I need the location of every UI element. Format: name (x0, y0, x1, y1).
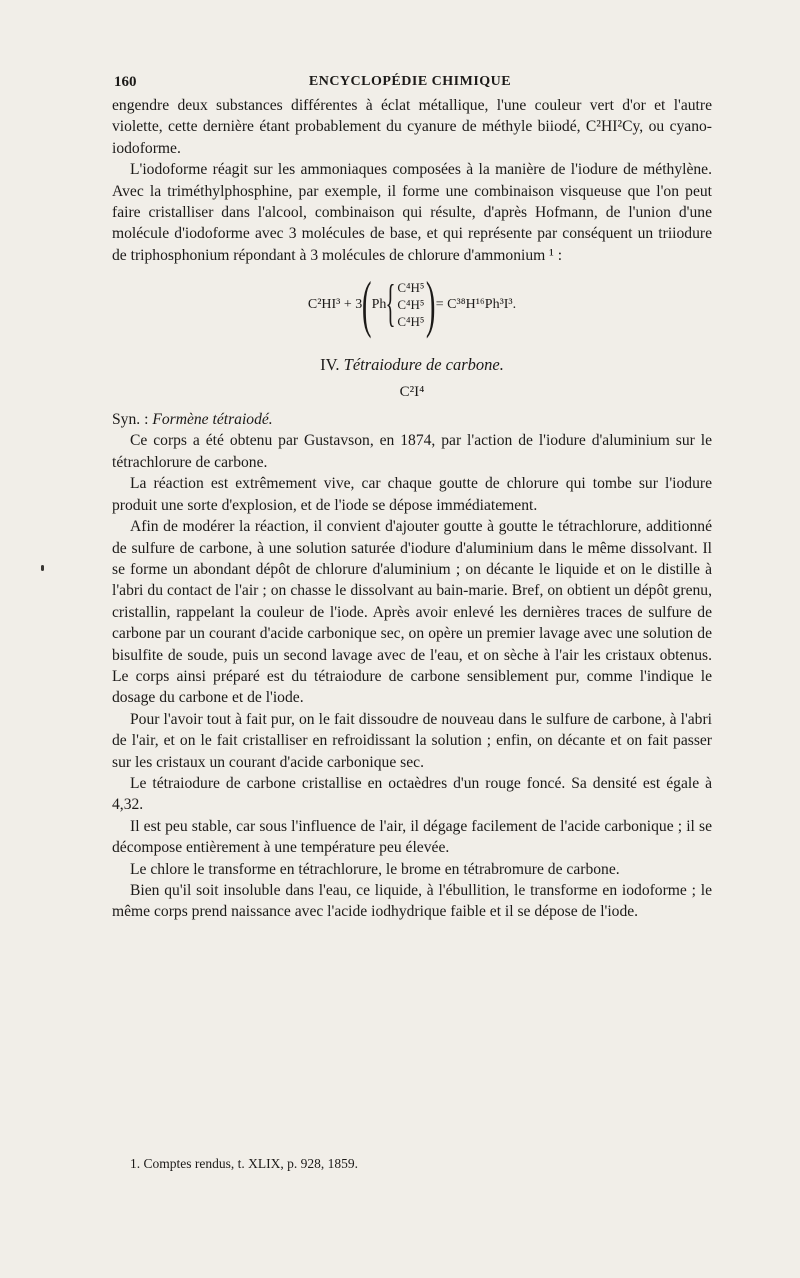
paragraph: Il est peu stable, car sous l'influence de l'air, il dégage facilement de l'acide carbonique ; il se décompose entièrement à une température peu élevée. (112, 817, 712, 857)
formula-ph: Ph (371, 296, 387, 312)
section-number: IV. (320, 355, 340, 375)
left-brace: { (385, 275, 396, 333)
reaction-formula (112, 268, 712, 340)
stack-item: C⁴H⁵ (397, 313, 425, 329)
section-title (112, 354, 712, 375)
paragraph: La réaction est extrêmement vive, car chaque goutte de chlorure qui tombe sur l'iodure produit une sorte d'explosion, et de l'iode se dépose immédiatement. (112, 475, 712, 514)
paragraph: L'iodoforme réagit sur les ammoniaques composées à la manière de l'iodure de méthylène. Avec la triméthylphosphine, par exemple, il forme une combinaison visqueuse que l'on peut faire cristalliser dans l'alcool, combinaison qui résulte, d'après Hofmann, de l'union d'une molécule d'iodoforme avec 3 molécules de base, et qui représente par conséquent un triiodure de triphosphonium répondant à 3 molécules de chlorure d'ammonium ¹ : (112, 161, 712, 264)
paragraph: engendre deux substances différentes à éclat métallique, l'une couleur vert d'or et l'autre violette, cette dernière étant probablement du cyanure de méthyle biiodé, C²HI²Cy, ou cyano-iodoforme. (112, 97, 712, 157)
body-text (112, 95, 712, 923)
ink-spot (41, 565, 44, 571)
compound-formula: C²I⁴ (399, 383, 425, 400)
page-number: 160 (114, 74, 137, 90)
stack-item: C⁴H⁵ (397, 296, 425, 312)
paragraph: Pour l'avoir tout à fait pur, on le fait dissoudre de nouveau dans le sulfure de carbone, à l'abri de l'air, et on le fait cristalliser en refroidissant la solution ; enfin, on décante et on fait passer sur les cristaux un courant d'acide carbonique sec. (112, 710, 712, 771)
formula-left: C²HI³ + 3 (307, 296, 363, 312)
close-paren: ) (426, 268, 436, 340)
open-paren: ( (362, 268, 372, 340)
paragraph: Le chlore le transforme en tétrachlorure, le brome en tétrabromure de carbone. (130, 860, 620, 878)
paragraph: Ce corps a été obtenu par Gustavson, en 1874, par l'action de l'iodure d'aluminium sur le tétrachlorure de carbone. (112, 432, 712, 471)
section-heading: Tétraiodure de carbone. (343, 355, 504, 375)
paragraph: Le tétraiodure de carbone cristallise en octaèdres d'un rouge foncé. Sa densité est égale à 4,32. (112, 774, 712, 814)
paragraph: Bien qu'il soit insoluble dans l'eau, ce liquide, à l'ébullition, le transforme en iodoforme ; le même corps prend naissance avec l'acide iodhydrique faible et il se dépose de l'iode. (112, 882, 712, 921)
formula-stack (397, 279, 424, 330)
running-title: ENCYCLOPÉDIE CHIMIQUE (308, 74, 512, 89)
synonym-label: Syn. : (112, 411, 149, 429)
synonym-value: Formène tétraiodé. (152, 411, 273, 429)
synonym-line (112, 409, 712, 430)
formula-right: = C³⁸H¹⁶Ph³I³. (435, 296, 517, 312)
stack-item: C⁴H⁵ (397, 279, 425, 295)
paragraph: Afin de modérer la réaction, il convient d'ajouter goutte à goutte le tétrachlorure, additionné de sulfure de carbone, à une solution saturée d'iodure d'aluminium dans le même dissolvant. Il se forme un abondant dépôt de chlorure d'aluminium ; on décante le liquide et on le distille à l'abri du contact de l'air ; on chasse le dissolvant au bain-marie. Bref, on obtient un dépôt grenu, cristallin, rappelant la couleur de l'iode. Après avoir enlevé les dernières traces de sulfure de carbone par un courant d'acide carbonique sec, on opère un premier lavage avec une solution de bisulfite de soude, puis un second lavage avec de l'eau, et on sèche à l'air les cristaux obtenus. Le corps ainsi préparé est du tétraiodure de carbone sensiblement pur, comme l'indique le dosage du carbone et de l'iode. (112, 518, 712, 707)
page-header (110, 74, 710, 96)
footnote: 1. Comptes rendus, t. XLIX, p. 928, 1859. (130, 1156, 358, 1171)
